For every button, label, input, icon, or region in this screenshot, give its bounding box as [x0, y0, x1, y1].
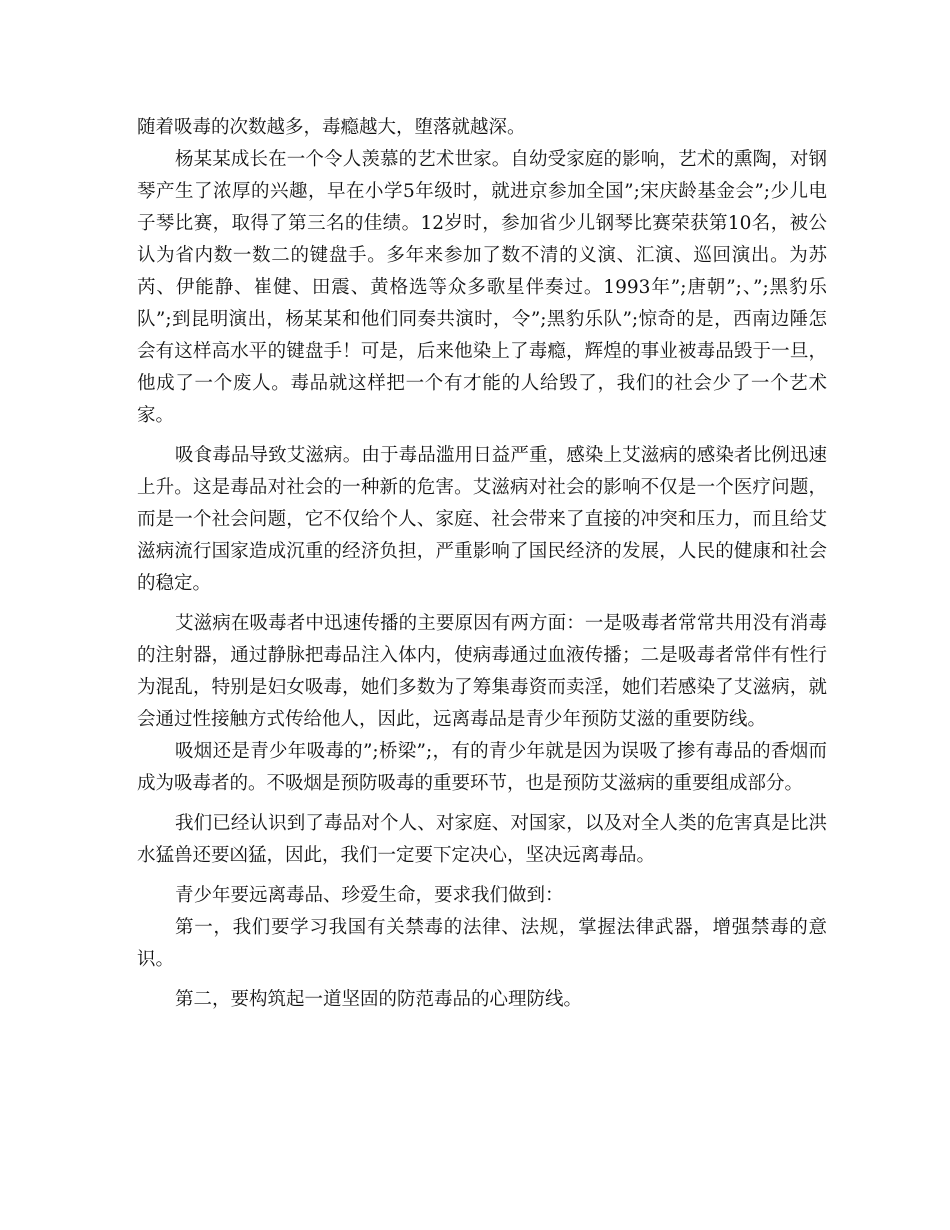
document-body [137, 112, 827, 1016]
paragraph-9: 第二，要构筑起一道坚固的防范毒品的心理防线。 [175, 989, 583, 1010]
paragraph-3: 吸食毒品导致艾滋病。由于毒品滥用日益严重，感染上艾滋病的感染者比例迅速上升。这是毒品对社会的一种新的危害。艾滋病对社会的影响不仅是一个医疗问题，而是一个社会问题，它不仅给个人、家庭、社会带来了直接的冲突和压力，而且给艾滋病流行国家造成沉重的经济负担，严重影响了国民经济的发展，人民的健康和社会的稳定。 [137, 445, 827, 594]
paragraph-2: 杨某某成长在一个令人羡慕的艺术世家。自幼受家庭的影响，艺术的熏陶，对钢琴产生了浓厚的兴趣，早在小学5年级时，就进京参加全国”;宋庆龄基金会”;少儿电子琴比赛，取得了第三名的佳绩。12岁时，参加省少儿钢琴比赛荣获第10名，被公认为省内数一数二的键盘手。多年来参加了数不清的义演、汇演、巡回演出。为苏芮、伊能静、崔健、田震、黄格选等众多歌星伴奏过。1993年”;唐朝”;、”;黑豹乐队”;到昆明演出，杨某某和他们同奏共演时，令”;黑豹乐队”;惊奇的是，西南边陲怎会有这样高水平的键盘手！可是，后来他染上了毒瘾，辉煌的事业被毒品毁于一旦，他成了一个废人。毒品就这样把一个有才能的人给毁了，我们的社会少了一个艺术家。 [137, 149, 827, 426]
paragraph-8: 第一，我们要学习我国有关禁毒的法律、法规，掌握法律武器，增强禁毒的意识。 [137, 917, 827, 970]
paragraph-6: 我们已经认识到了毒品对个人、对家庭、对国家，以及对全人类的危害真是比洪水猛兽还要凶猛，因此，我们一定要下定决心，坚决远离毒品。 [137, 813, 827, 866]
paragraph-4: 艾滋病在吸毒者中迅速传播的主要原因有两方面：一是吸毒者常常共用没有消毒的注射器，通过静脉把毒品注入体内，使病毒通过血液传播；二是吸毒者常伴有性行为混乱，特别是妇女吸毒，她们多数为了筹集毒资而卖淫，她们若感染了艾滋病，就会通过性接触方式传给他人，因此，远离毒品是青少年预防艾滋的重要防线。 [137, 613, 827, 730]
paragraph-7: 青少年要远离毒品、珍爱生命，要求我们做到： [175, 885, 564, 906]
paragraph-1: 随着吸毒的次数越多，毒瘾越大，堕落就越深。 [137, 117, 526, 138]
paragraph-5: 吸烟还是青少年吸毒的”;桥梁”;，有的青少年就是因为误吸了掺有毒品的香烟而成为吸毒者的。不吸烟是预防吸毒的重要环节，也是预防艾滋病的重要组成部分。 [137, 741, 827, 794]
